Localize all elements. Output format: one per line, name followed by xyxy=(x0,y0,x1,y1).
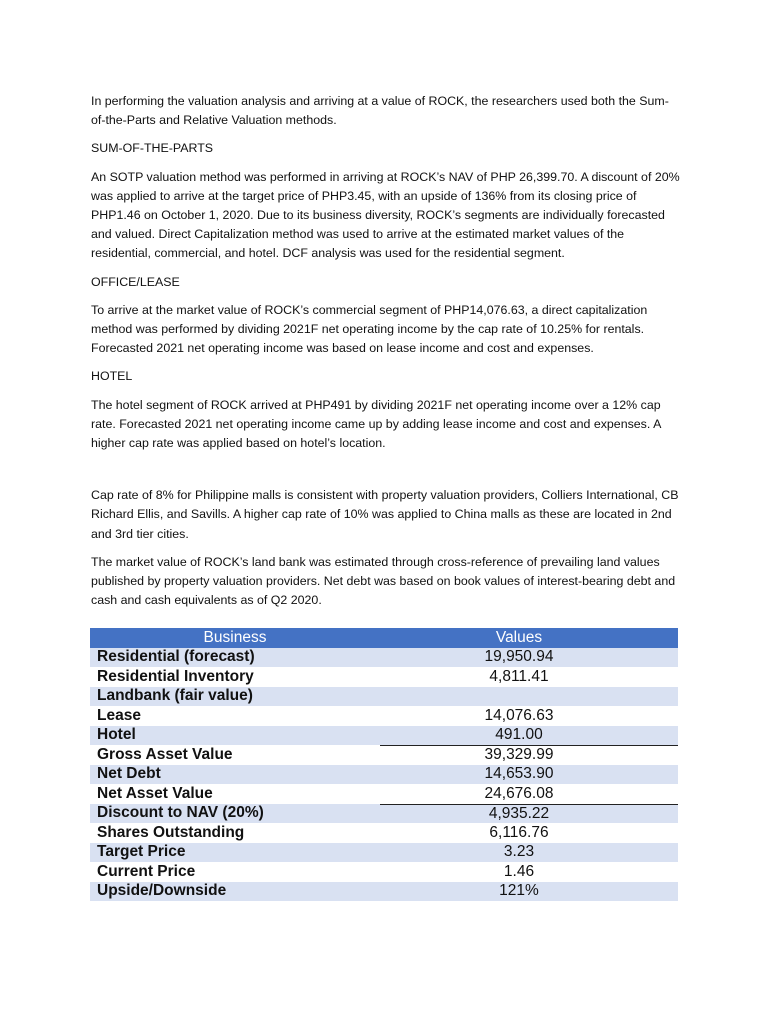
table-row xyxy=(90,882,678,902)
row-value: 4,935.22 xyxy=(380,804,678,823)
row-label: Residential Inventory xyxy=(97,667,254,685)
intro-paragraph: In performing the valuation analysis and arriving at a value of ROCK, the researchers used both the Sum-of-the-Parts and Relative Valuation methods. xyxy=(91,94,669,128)
table-row xyxy=(90,804,678,824)
row-label: Current Price xyxy=(97,862,196,880)
row-value: 4,811.41 xyxy=(489,667,549,685)
table-row xyxy=(90,823,678,843)
office-paragraph: To arrive at the market value of ROCK’s commercial segment of PHP14,076.63, a direct capitalization method was performed by dividing 2021F net operating income by the cap rate of 10.25% for rentals. Forecasted 2021 net operating income was based on lease income and cost and expenses. xyxy=(91,302,648,356)
table-row xyxy=(90,687,678,707)
row-value: 1.46 xyxy=(503,862,535,880)
office-heading: OFFICE/LEASE xyxy=(91,274,180,289)
header-business: Business xyxy=(203,628,267,646)
caprate-paragraph: Cap rate of 8% for Philippine malls is consistent with property valuation providers, Colliers International, CB Richard Ellis, and Savills. A higher cap rate of 10% was applied to China malls as these are located in 2nd and 3rd tier cities. xyxy=(91,488,679,541)
hotel-paragraph: The hotel segment of ROCK arrived at PHP491 by dividing 2021F net operating income over a 12% cap rate. Forecasted 2021 net operating income came up by adding lease income and cost and expenses. A higher cap rate was applied based on hotel’s location. xyxy=(91,397,661,451)
row-value: 491.00 xyxy=(495,726,543,744)
row-value: 14,653.90 xyxy=(484,765,554,783)
row-label: Net Debt xyxy=(97,765,161,783)
row-value: 14,076.63 xyxy=(484,706,554,724)
row-value: 19,950.94 xyxy=(484,648,554,666)
table-row xyxy=(90,765,678,785)
sotp-paragraph: An SOTP valuation method was performed in arriving at ROCK’s NAV of PHP 26,399.70. A discount of 20% was applied to arrive at the target price of PHP3.45, with an upside of 136% from its closing price of PHP1.46 on October 1, 2020. Due to its business diversity, ROCK’s segments are individually forecasted and valued. Direct Capitalization method was used to arrive at the estimated market values of the residential, commercial, and hotel. DCF analysis was used for the residential segment. xyxy=(91,169,680,261)
table-header-row xyxy=(90,628,678,648)
row-label: Discount to NAV (20%) xyxy=(97,804,264,822)
row-label: Gross Asset Value xyxy=(97,745,233,763)
row-value: 6,116.76 xyxy=(489,823,549,841)
row-value: 24,676.08 xyxy=(484,784,554,802)
hotel-heading: HOTEL xyxy=(91,369,133,384)
table-row xyxy=(90,726,678,746)
table-row xyxy=(90,706,678,726)
row-value: 3.23 xyxy=(503,843,535,861)
row-value: 39,329.99 xyxy=(380,745,678,764)
row-label: Residential (forecast) xyxy=(97,648,255,666)
table-row xyxy=(90,648,678,668)
landbank-paragraph: The market value of ROCK’s land bank was estimated through cross-reference of prevailing land values published by property valuation providers. Net debt was based on book values of interest-bearing debt and cash and cash equivalents as of Q2 2020. xyxy=(91,554,676,608)
table-row xyxy=(90,667,678,687)
row-value: 121% xyxy=(499,882,539,900)
valuation-table xyxy=(90,628,678,901)
row-label: Target Price xyxy=(97,843,186,861)
table-row xyxy=(90,843,678,863)
row-label: Shares Outstanding xyxy=(97,823,245,841)
row-label: Landbank (fair value) xyxy=(97,687,253,705)
row-label: Hotel xyxy=(97,726,136,744)
header-values: Values xyxy=(495,628,543,646)
row-label: Upside/Downside xyxy=(97,882,227,900)
table-row xyxy=(90,784,678,804)
row-label: Net Asset Value xyxy=(97,784,213,802)
sotp-heading: SUM-OF-THE-PARTS xyxy=(91,141,214,156)
table-row xyxy=(90,745,678,765)
row-label: Lease xyxy=(97,706,141,724)
table-row xyxy=(90,862,678,882)
document-body xyxy=(91,92,681,610)
